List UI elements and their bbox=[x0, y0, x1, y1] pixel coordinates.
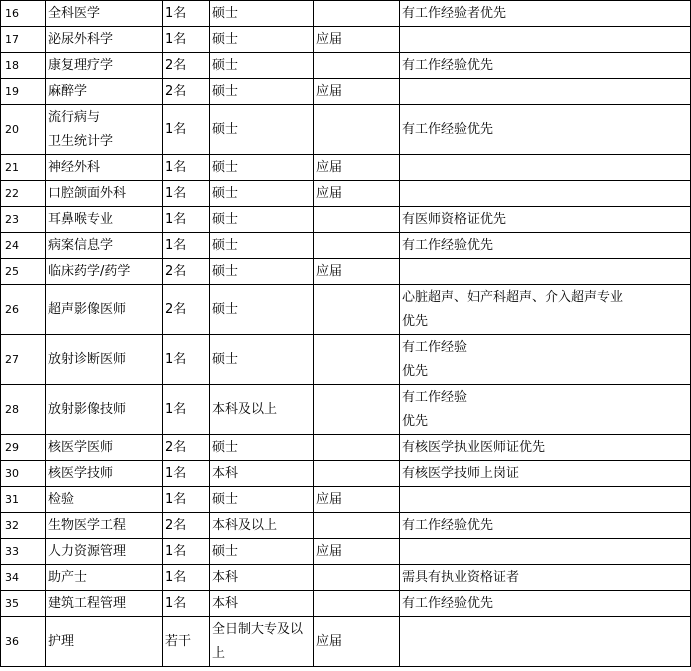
type-cell: 应届 bbox=[314, 259, 400, 285]
type-cell bbox=[314, 233, 400, 259]
education-cell bbox=[210, 617, 314, 667]
major-cell: 病案信息学 bbox=[46, 233, 163, 259]
count-cell: 若干 bbox=[163, 617, 210, 667]
row-number: 20 bbox=[1, 105, 46, 155]
count-cell: 1名 bbox=[163, 27, 210, 53]
row-number: 33 bbox=[1, 539, 46, 565]
type-cell: 应届 bbox=[314, 181, 400, 207]
row-number: 21 bbox=[1, 155, 46, 181]
note-cell bbox=[400, 487, 691, 513]
note-line: 有工作经验 bbox=[402, 339, 468, 355]
row-number: 19 bbox=[1, 79, 46, 105]
note-cell bbox=[400, 181, 691, 207]
count-cell: 1名 bbox=[163, 335, 210, 385]
major-cell: 放射影像技师 bbox=[46, 385, 163, 435]
note-cell bbox=[400, 617, 691, 667]
education-cell: 硕士 bbox=[210, 207, 314, 233]
note-cell: 有工作经验者优先 bbox=[400, 1, 691, 27]
education-cell: 硕士 bbox=[210, 181, 314, 207]
note-cell: 有工作经验优先 bbox=[400, 53, 691, 79]
note-cell: 有工作经验优先 bbox=[400, 513, 691, 539]
type-cell bbox=[314, 105, 400, 155]
table-row bbox=[1, 565, 691, 591]
count-cell: 1名 bbox=[163, 461, 210, 487]
major-cell: 放射诊断医师 bbox=[46, 335, 163, 385]
education-cell: 硕士 bbox=[210, 155, 314, 181]
row-number: 18 bbox=[1, 53, 46, 79]
education-cell: 硕士 bbox=[210, 487, 314, 513]
major-line: 卫生统计学 bbox=[48, 133, 114, 149]
note-cell: 有核医学执业医师证优先 bbox=[400, 435, 691, 461]
note-cell bbox=[400, 27, 691, 53]
table-row bbox=[1, 259, 691, 285]
type-cell bbox=[314, 285, 400, 335]
row-number: 28 bbox=[1, 385, 46, 435]
note-line: 优先 bbox=[402, 313, 429, 329]
education-cell: 硕士 bbox=[210, 233, 314, 259]
note-cell: 需具有执业资格证者 bbox=[400, 565, 691, 591]
type-cell bbox=[314, 513, 400, 539]
major-cell bbox=[46, 105, 163, 155]
note-cell bbox=[400, 539, 691, 565]
row-number: 34 bbox=[1, 565, 46, 591]
count-cell: 1名 bbox=[163, 565, 210, 591]
row-number: 35 bbox=[1, 591, 46, 617]
table-row bbox=[1, 385, 691, 435]
count-cell: 2名 bbox=[163, 53, 210, 79]
count-cell: 1名 bbox=[163, 181, 210, 207]
table-row bbox=[1, 435, 691, 461]
education-cell: 硕士 bbox=[210, 1, 314, 27]
table-row bbox=[1, 539, 691, 565]
major-cell: 核医学医师 bbox=[46, 435, 163, 461]
row-number: 26 bbox=[1, 285, 46, 335]
table-row bbox=[1, 207, 691, 233]
count-cell: 1名 bbox=[163, 487, 210, 513]
count-cell: 2名 bbox=[163, 513, 210, 539]
type-cell: 应届 bbox=[314, 155, 400, 181]
table-row bbox=[1, 233, 691, 259]
major-cell: 康复理疗学 bbox=[46, 53, 163, 79]
education-line: 全日制大专及以 bbox=[212, 621, 304, 637]
count-cell: 1名 bbox=[163, 105, 210, 155]
table-row bbox=[1, 591, 691, 617]
table-row bbox=[1, 105, 691, 155]
row-number: 36 bbox=[1, 617, 46, 667]
type-cell bbox=[314, 1, 400, 27]
row-number: 24 bbox=[1, 233, 46, 259]
note-line: 优先 bbox=[402, 413, 429, 429]
table-row bbox=[1, 181, 691, 207]
education-cell: 硕士 bbox=[210, 27, 314, 53]
table-row bbox=[1, 285, 691, 335]
type-cell: 应届 bbox=[314, 617, 400, 667]
table-row bbox=[1, 335, 691, 385]
note-line: 优先 bbox=[402, 363, 429, 379]
type-cell bbox=[314, 565, 400, 591]
major-line: 流行病与 bbox=[48, 109, 101, 125]
row-number: 16 bbox=[1, 1, 46, 27]
row-number: 22 bbox=[1, 181, 46, 207]
count-cell: 2名 bbox=[163, 79, 210, 105]
major-cell: 口腔颌面外科 bbox=[46, 181, 163, 207]
type-cell: 应届 bbox=[314, 79, 400, 105]
education-cell: 本科及以上 bbox=[210, 385, 314, 435]
type-cell bbox=[314, 461, 400, 487]
table-row bbox=[1, 155, 691, 181]
note-cell bbox=[400, 285, 691, 335]
note-cell bbox=[400, 79, 691, 105]
row-number: 30 bbox=[1, 461, 46, 487]
type-cell bbox=[314, 591, 400, 617]
education-cell: 硕士 bbox=[210, 285, 314, 335]
major-cell: 全科医学 bbox=[46, 1, 163, 27]
type-cell bbox=[314, 335, 400, 385]
count-cell: 1名 bbox=[163, 591, 210, 617]
row-number: 31 bbox=[1, 487, 46, 513]
type-cell bbox=[314, 435, 400, 461]
count-cell: 1名 bbox=[163, 1, 210, 27]
table-row bbox=[1, 53, 691, 79]
table-row bbox=[1, 461, 691, 487]
count-cell: 2名 bbox=[163, 435, 210, 461]
table-row bbox=[1, 1, 691, 27]
note-cell: 有工作经验优先 bbox=[400, 591, 691, 617]
row-number: 32 bbox=[1, 513, 46, 539]
row-number: 25 bbox=[1, 259, 46, 285]
education-cell: 硕士 bbox=[210, 435, 314, 461]
major-cell: 护理 bbox=[46, 617, 163, 667]
major-cell: 检验 bbox=[46, 487, 163, 513]
major-cell: 人力资源管理 bbox=[46, 539, 163, 565]
note-line: 有工作经验 bbox=[402, 389, 468, 405]
major-cell: 核医学技师 bbox=[46, 461, 163, 487]
note-line: 心脏超声、妇产科超声、介入超声专业 bbox=[402, 289, 624, 305]
count-cell: 2名 bbox=[163, 259, 210, 285]
table-row bbox=[1, 513, 691, 539]
education-cell: 硕士 bbox=[210, 259, 314, 285]
type-cell bbox=[314, 207, 400, 233]
major-cell: 超声影像医师 bbox=[46, 285, 163, 335]
education-cell: 硕士 bbox=[210, 79, 314, 105]
count-cell: 1名 bbox=[163, 155, 210, 181]
education-cell: 硕士 bbox=[210, 105, 314, 155]
row-number: 23 bbox=[1, 207, 46, 233]
count-cell: 2名 bbox=[163, 285, 210, 335]
note-cell bbox=[400, 335, 691, 385]
note-cell: 有工作经验优先 bbox=[400, 105, 691, 155]
type-cell bbox=[314, 385, 400, 435]
table-row bbox=[1, 79, 691, 105]
education-line: 上 bbox=[212, 645, 226, 661]
education-cell: 硕士 bbox=[210, 539, 314, 565]
education-cell: 硕士 bbox=[210, 335, 314, 385]
note-cell bbox=[400, 155, 691, 181]
major-cell: 临床药学/药学 bbox=[46, 259, 163, 285]
table-row bbox=[1, 487, 691, 513]
table-row bbox=[1, 27, 691, 53]
note-cell: 有医师资格证优先 bbox=[400, 207, 691, 233]
major-cell: 助产士 bbox=[46, 565, 163, 591]
row-number: 29 bbox=[1, 435, 46, 461]
education-cell: 本科 bbox=[210, 591, 314, 617]
note-cell bbox=[400, 259, 691, 285]
count-cell: 1名 bbox=[163, 233, 210, 259]
count-cell: 1名 bbox=[163, 385, 210, 435]
row-number: 17 bbox=[1, 27, 46, 53]
type-cell: 应届 bbox=[314, 27, 400, 53]
note-cell: 有工作经验优先 bbox=[400, 233, 691, 259]
education-cell: 硕士 bbox=[210, 53, 314, 79]
major-cell: 建筑工程管理 bbox=[46, 591, 163, 617]
table-row bbox=[1, 617, 691, 667]
type-cell: 应届 bbox=[314, 487, 400, 513]
major-cell: 泌尿外科学 bbox=[46, 27, 163, 53]
count-cell: 1名 bbox=[163, 207, 210, 233]
row-number: 27 bbox=[1, 335, 46, 385]
type-cell bbox=[314, 53, 400, 79]
note-cell: 有核医学技师上岗证 bbox=[400, 461, 691, 487]
note-cell bbox=[400, 385, 691, 435]
type-cell: 应届 bbox=[314, 539, 400, 565]
education-cell: 本科 bbox=[210, 565, 314, 591]
major-cell: 麻醉学 bbox=[46, 79, 163, 105]
major-cell: 神经外科 bbox=[46, 155, 163, 181]
education-cell: 本科 bbox=[210, 461, 314, 487]
major-cell: 耳鼻喉专业 bbox=[46, 207, 163, 233]
education-cell: 本科及以上 bbox=[210, 513, 314, 539]
major-cell: 生物医学工程 bbox=[46, 513, 163, 539]
count-cell: 1名 bbox=[163, 539, 210, 565]
